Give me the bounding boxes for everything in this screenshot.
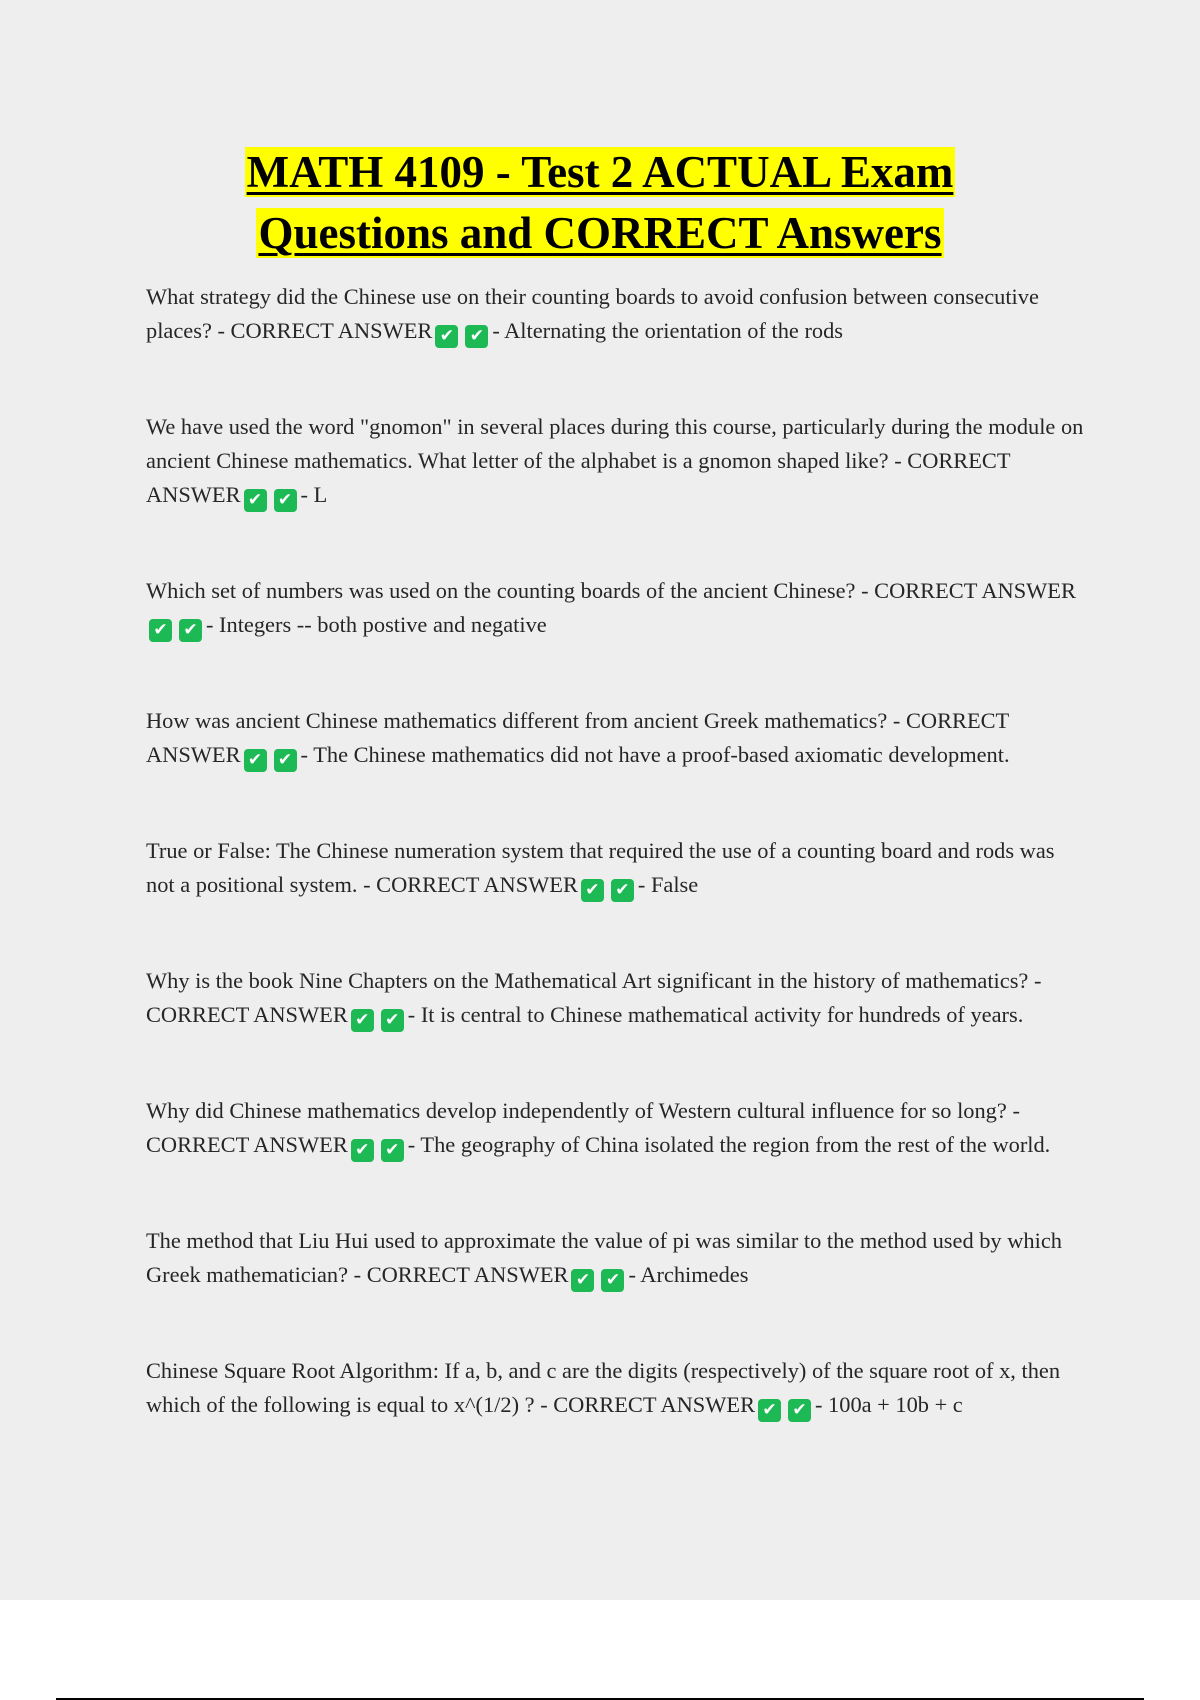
check-mark-icon: ✔ [244, 489, 267, 512]
correct-answer-label: - CORRECT ANSWER [146, 1098, 1020, 1157]
answer-text: - The geography of China isolated the region from the rest of the world. [407, 1132, 1051, 1157]
qa-item [146, 1094, 1086, 1162]
check-mark-icon: ✔ [381, 1139, 404, 1162]
question-text: How was ancient Chinese mathematics different from ancient Greek mathematics? [146, 708, 888, 733]
qa-item [146, 280, 1086, 348]
check-mark-icon: ✔ [611, 879, 634, 902]
answer-text: - Integers -- both postive and negative [206, 612, 547, 637]
answer-text: - Alternating the orientation of the rods [492, 318, 844, 343]
correct-answer-label: - CORRECT ANSWER [217, 318, 433, 343]
check-mark-icon: ✔ [149, 619, 172, 642]
qa-item [146, 410, 1086, 512]
document-title [0, 142, 1200, 264]
qa-item [146, 834, 1086, 902]
question-text: What strategy did the Chinese use on their counting boards to avoid confusion between consecutive places? [146, 284, 1039, 343]
check-mark-icon: ✔ [274, 749, 297, 772]
question-text: Which set of numbers was used on the counting boards of the ancient Chinese? [146, 578, 856, 603]
answer-text: - 100a + 10b + c [815, 1392, 963, 1417]
check-mark-icon: ✔ [274, 489, 297, 512]
correct-answer-label: - CORRECT ANSWER [861, 578, 1076, 603]
check-mark-icon: ✔ [788, 1399, 811, 1422]
check-mark-icon: ✔ [465, 325, 488, 348]
qa-list [146, 280, 1086, 1422]
correct-answer-label: - CORRECT ANSWER [353, 1262, 569, 1287]
answer-text: - The Chinese mathematics did not have a proof-based axiomatic development. [300, 742, 1010, 767]
question-text: The method that Liu Hui used to approximate the value of pi was similar to the method used by which Greek mathematician? [146, 1228, 1062, 1287]
answer-text: - L [300, 482, 328, 507]
correct-answer-label: - CORRECT ANSWER [540, 1392, 755, 1417]
correct-answer-label: - CORRECT ANSWER [363, 872, 578, 897]
qa-item [146, 704, 1086, 772]
check-mark-icon: ✔ [758, 1399, 781, 1422]
answer-text: - False [637, 872, 699, 897]
question-text: True or False: The Chinese numeration system that required the use of a counting board and rods was not a positional system. [146, 838, 1055, 897]
correct-answer-label: - CORRECT ANSWER [146, 448, 1011, 507]
answer-text: - It is central to Chinese mathematical activity for hundreds of years. [407, 1002, 1024, 1027]
check-mark-icon: ✔ [351, 1009, 374, 1032]
qa-item [146, 1354, 1086, 1422]
correct-answer-label: - CORRECT ANSWER [146, 968, 1042, 1027]
check-mark-icon: ✔ [581, 879, 604, 902]
check-mark-icon: ✔ [179, 619, 202, 642]
check-mark-icon: ✔ [244, 749, 267, 772]
question-text: Chinese Square Root Algorithm: If a, b, and c are the digits (respectively) of the square root of x, then which of the following is equal to x^(1/2) ? [146, 1358, 1061, 1417]
check-mark-icon: ✔ [435, 325, 458, 348]
check-mark-icon: ✔ [571, 1269, 594, 1292]
qa-item [146, 964, 1086, 1032]
qa-item [146, 1224, 1086, 1292]
check-mark-icon: ✔ [381, 1009, 404, 1032]
question-text: We have used the word "gnomon" in several places during this course, particularly during the module on ancient Chinese mathematics. What letter of the alphabet is a gnomon shaped like? [146, 414, 1084, 473]
answer-text: - Archimedes [628, 1262, 749, 1287]
qa-item [146, 574, 1086, 642]
title-line-1: MATH 4109 - Test 2 ACTUAL Exam [246, 147, 954, 197]
check-mark-icon: ✔ [351, 1139, 374, 1162]
check-mark-icon: ✔ [601, 1269, 624, 1292]
question-text: Why did Chinese mathematics develop independently of Western cultural influence for so long? [146, 1098, 1007, 1123]
question-text: Why is the book Nine Chapters on the Mathematical Art significant in the history of mathematics? [146, 968, 1029, 993]
correct-answer-label: - CORRECT ANSWER [146, 708, 1009, 767]
title-line-2: Questions and CORRECT Answers [258, 208, 942, 258]
